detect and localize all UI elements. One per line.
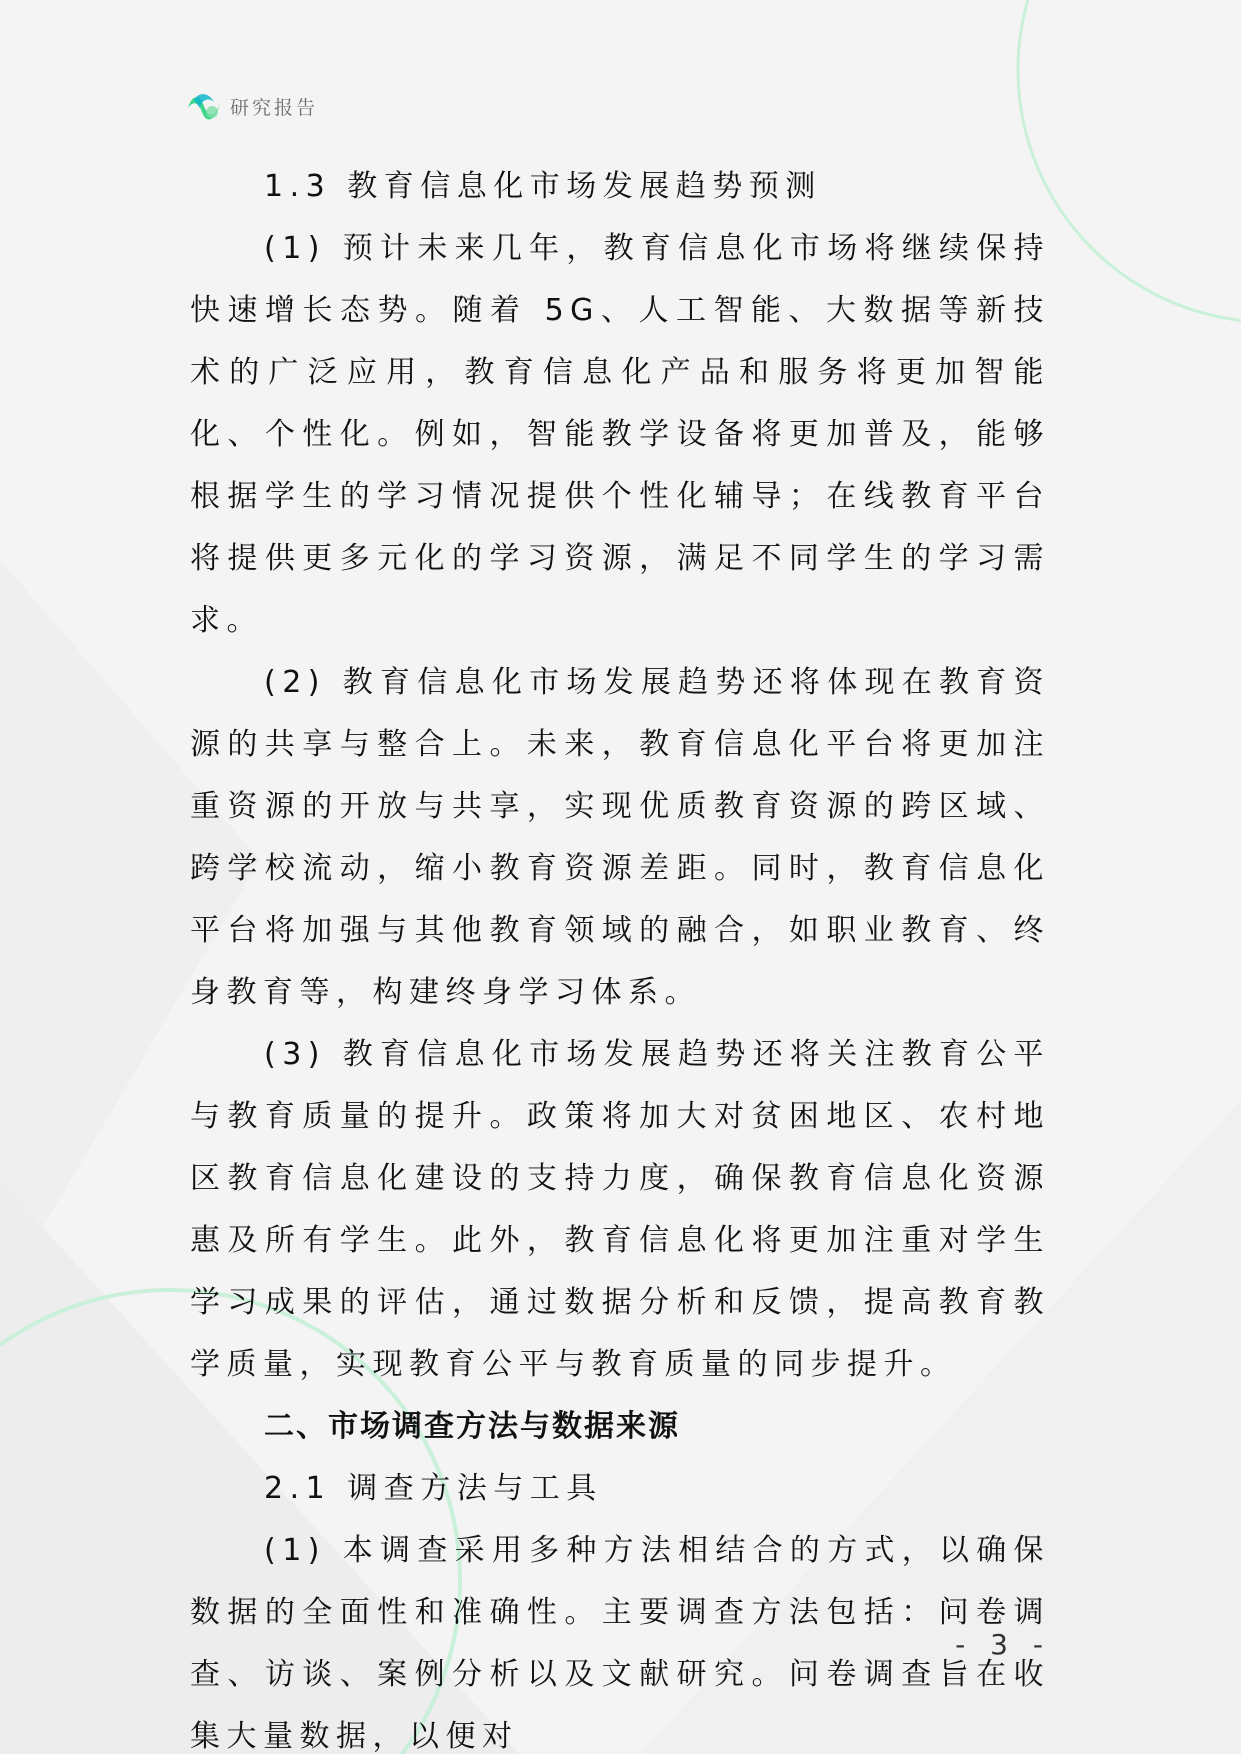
paragraph-4: (1) 本调查采用多种方法相结合的方式，以确保数据的全面性和准确性。主要调查方法包括：问卷调查、访谈、案例分析以及文献研究。问卷调查旨在收集大量数据，以便对	[190, 1533, 1050, 1754]
page-number: - 3 -	[955, 1628, 1051, 1661]
brand-logo-icon	[186, 88, 222, 124]
chapter-heading-2: 二、市场调查方法与数据来源	[264, 1409, 680, 1444]
header-title: 研究报告	[230, 96, 319, 119]
report-header	[186, 88, 318, 124]
section-heading-2-1: 2.1 调查方法与工具	[264, 1471, 603, 1506]
section-heading-1-3: 1.3 教育信息化市场发展趋势预测	[264, 169, 822, 204]
paragraph-2: (2) 教育信息化市场发展趋势还将体现在教育资源的共享与整合上。未来，教育信息化平台将更加注重资源的开放与共享，实现优质教育资源的跨区域、跨学校流动，缩小教育资源差距。同时，教育信息化平台将加强与其他教育领域的融合，如职业教育、终身教育等，构建终身学习体系。	[190, 665, 1050, 1010]
paragraph-3: (3) 教育信息化市场发展趋势还将关注教育公平与教育质量的提升。政策将加大对贫困地区、农村地区教育信息化建设的支持力度，确保教育信息化资源惠及所有学生。此外，教育信息化将更加注重对学生学习成果的评估，通过数据分析和反馈，提高教育教学质量，实现教育公平与教育质量的同步提升。	[190, 1037, 1050, 1382]
document-body	[190, 156, 1050, 1754]
paragraph-1: (1) 预计未来几年，教育信息化市场将继续保持快速增长态势。随着 5G、人工智能、大数据等新技术的广泛应用，教育信息化产品和服务将更加智能化、个性化。例如，智能教学设备将更加普及，能够根据学生的学习情况提供个性化辅导；在线教育平台将提供更多元化的学习资源，满足不同学生的学习需求。	[190, 231, 1050, 638]
